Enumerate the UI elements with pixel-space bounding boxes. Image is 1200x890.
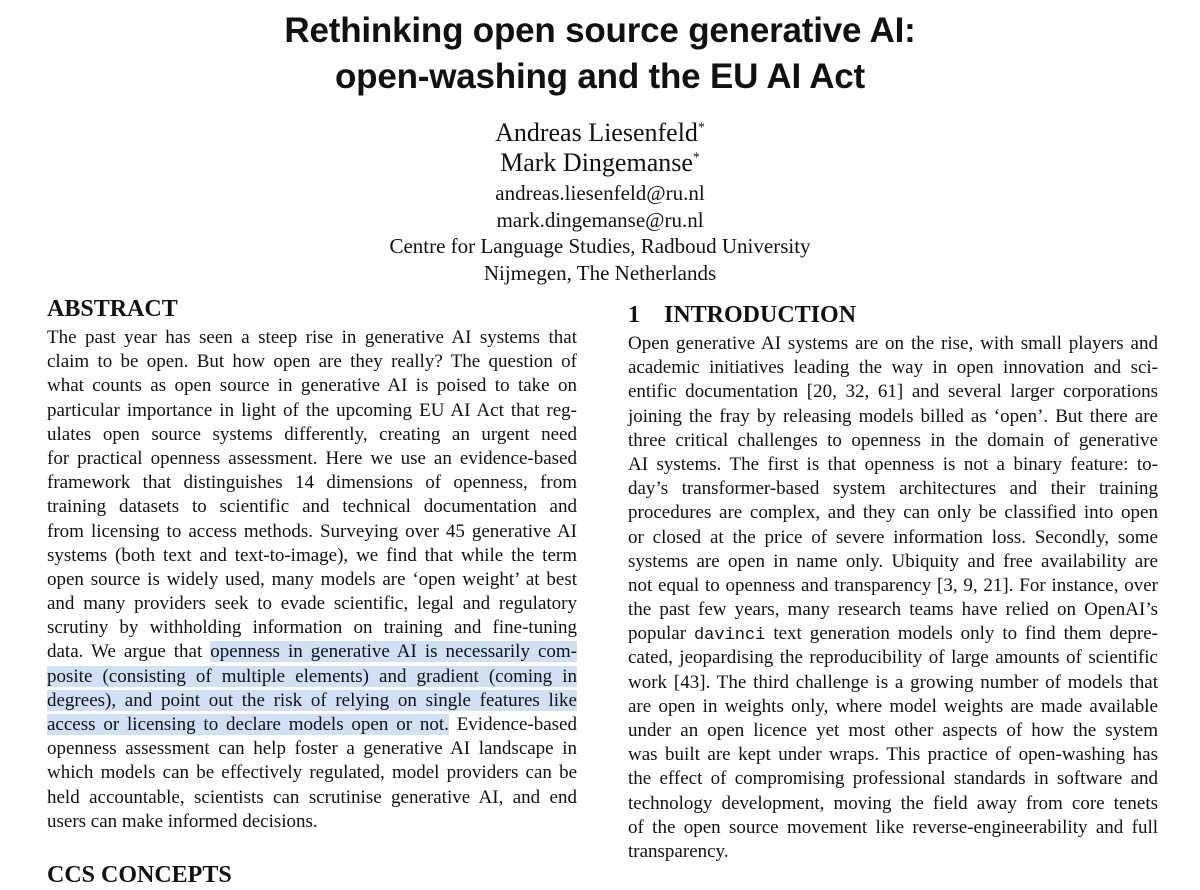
intro-line: technology development, moving the field away from core tenets xyxy=(628,792,1158,814)
intro-line: not equal to openness and transparency [3, 9, 21]. For instance, over xyxy=(628,574,1158,596)
intro-line: work [43]. The third challenge is a growing number of models that xyxy=(628,671,1158,693)
intro-line: joining the fray by releasing models billed as ‘open’. But there are xyxy=(628,405,1158,427)
abstract-line xyxy=(47,665,577,689)
abstract-line: claim to be open. But how open are they really? The question of xyxy=(47,351,577,373)
author-affiliation: Centre for Language Studies, Radboud University xyxy=(389,234,811,258)
abstract-line: which models can be effectively regulated, model providers can be xyxy=(47,762,577,784)
abstract-line: what counts as open source in generative AI is poised to take on xyxy=(47,375,577,397)
intro-line: the effect of compromising professional standards in software and xyxy=(628,768,1158,790)
paper-title-line-1: Rethinking open source generative AI: xyxy=(284,11,916,50)
section-title: INTRODUCTION xyxy=(664,302,857,328)
intro-line: three critical challenges to openness in the domain of generative xyxy=(628,429,1158,451)
intro-text: popular xyxy=(628,623,694,645)
abstract-line: held accountable, scientists can scrutinise generative AI, and end xyxy=(47,786,577,808)
abstract-text: data. We argue that xyxy=(47,641,211,663)
abstract-line: framework that distinguishes 14 dimensions of openness, from xyxy=(47,472,577,494)
intro-line: entific documentation [20, 32, 61] and several larger corporations xyxy=(628,381,1158,403)
abstract-column xyxy=(47,294,577,888)
abstract-line: for practical openness assessment. Here we use an evidence-based xyxy=(47,447,577,469)
abstract-line: openness assessment can help foster a generative AI landscape in xyxy=(47,738,577,760)
intro-line: was built are kept under wraps. This practice of open-washing has xyxy=(628,744,1158,766)
text-selection-highlight[interactable]: access or licensing to declare models open or not. xyxy=(47,714,449,735)
introduction-heading xyxy=(628,300,1158,330)
introduction-body xyxy=(628,332,1158,864)
abstract-line: from licensing to access methods. Surveying over 45 generative AI xyxy=(47,520,577,542)
abstract-line xyxy=(47,713,577,737)
author-mark: * xyxy=(697,120,705,136)
abstract-line: ulates open source systems differently, creating an urgent need xyxy=(47,423,577,445)
abstract-line: scrutiny by withholding information on training and fine-tuning xyxy=(47,617,577,639)
intro-line: procedures are complex, and they can only be classified into open xyxy=(628,502,1158,524)
intro-line: academic initiatives leading the way in open innovation and sci- xyxy=(628,357,1158,379)
intro-line: AI systems. The first is that openness is not a binary feature: to- xyxy=(628,453,1158,475)
intro-line: cated, jeopardising the reproducibility of large amounts of scientific xyxy=(628,647,1158,669)
author-name: Mark Dingemanse* xyxy=(500,148,700,177)
abstract-body xyxy=(47,326,577,834)
abstract-text: Evidence-based xyxy=(448,714,577,735)
intro-line xyxy=(628,622,1158,646)
intro-line: transparency. xyxy=(628,840,729,862)
intro-line: are open in weights only, where model weights are made available xyxy=(628,695,1158,717)
paper-title-line-2: open-washing and the EU AI Act xyxy=(334,57,866,96)
author-name: Andreas Liesenfeld* xyxy=(495,118,705,147)
intro-line: or closed at the price of severe information loss. Secondly, some xyxy=(628,526,1158,548)
abstract-line: particular importance in light of the upcoming EU AI Act that reg- xyxy=(47,399,577,421)
inline-code: davinci xyxy=(693,626,766,646)
intro-line: systems are open in name only. Ubiquity and free availability are xyxy=(628,550,1158,572)
introduction-column xyxy=(628,300,1158,864)
text-selection-highlight[interactable]: degrees), and point out the risk of relying on single features like xyxy=(47,689,577,711)
intro-line: the past few years, many research teams have relied on OpenAI’s xyxy=(628,599,1158,621)
abstract-line: training datasets to scientific and technical documentation and xyxy=(47,496,577,518)
section-number: 1 xyxy=(628,302,640,328)
abstract-line: and many providers seek to evade scientific, legal and regulatory xyxy=(47,593,577,615)
ccs-concepts-heading: CCS CONCEPTS xyxy=(47,861,232,888)
intro-text: text generation models only to find them depre- xyxy=(765,623,1158,645)
abstract-line: users can make informed decisions. xyxy=(47,810,318,832)
abstract-line: The past year has seen a steep rise in generative AI systems that xyxy=(47,327,577,348)
intro-line: of the open source movement like reverse-engineerability and full xyxy=(628,816,1158,838)
author-email: mark.dingemanse@ru.nl xyxy=(496,207,704,232)
author-email: andreas.liesenfeld@ru.nl xyxy=(495,181,705,205)
author-block xyxy=(0,118,1200,286)
intro-line: under an open licence yet most other aspects of how the system xyxy=(628,720,1158,741)
abstract-line xyxy=(47,689,577,713)
text-selection-highlight[interactable]: openness in generative AI is necessarily com- xyxy=(210,641,577,663)
intro-line: Open generative AI systems are on the rise, with small players and xyxy=(628,333,1158,354)
text-selection-highlight[interactable]: posite (consisting of multiple elements) and gradient (coming in xyxy=(47,665,577,687)
author-location: Nijmegen, The Netherlands xyxy=(483,260,717,285)
abstract-line xyxy=(47,640,577,664)
paper-header xyxy=(0,8,1200,286)
intro-line: day’s transformer-based system architectures and their training xyxy=(628,478,1158,500)
abstract-heading: ABSTRACT xyxy=(47,296,178,322)
author-mark: * xyxy=(692,150,700,166)
abstract-line: systems (both text and text-to-image), we find that while the term xyxy=(47,544,577,566)
abstract-line: open source is widely used, many models are ‘open weight’ at best xyxy=(47,568,577,590)
